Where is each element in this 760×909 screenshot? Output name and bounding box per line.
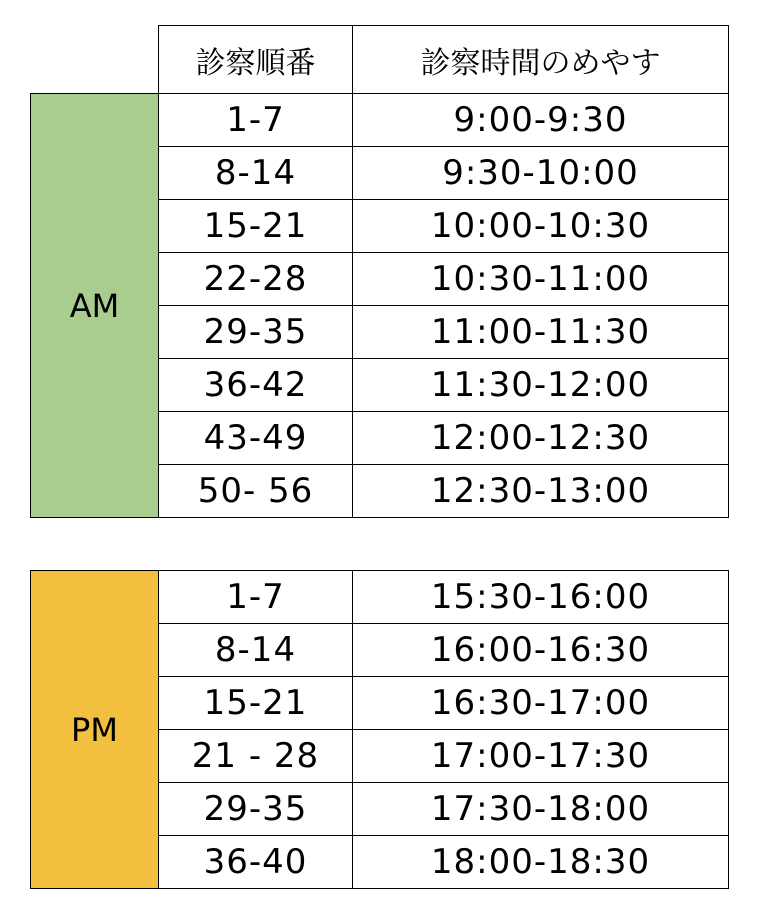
order-cell: 43-49 [159, 412, 353, 465]
order-cell: 22-28 [159, 253, 353, 306]
time-cell: 17:00-17:30 [353, 730, 729, 783]
header-order: 診察順番 [159, 26, 353, 94]
order-cell: 1-7 [159, 94, 353, 147]
header-row [31, 26, 729, 94]
order-cell: 29-35 [159, 306, 353, 359]
order-cell: 15-21 [159, 677, 353, 730]
am-schedule-table [30, 25, 729, 518]
order-cell: 36-40 [159, 836, 353, 889]
time-cell: 12:30-13:00 [353, 465, 729, 518]
order-cell: 8-14 [159, 147, 353, 200]
order-cell: 21 - 28 [159, 730, 353, 783]
am-period-label: AM [31, 94, 159, 518]
table-row [31, 94, 729, 147]
header-corner [31, 26, 159, 94]
table-row [31, 571, 729, 624]
time-cell: 9:30-10:00 [353, 147, 729, 200]
pm-period-label: PM [31, 571, 159, 889]
time-cell: 15:30-16:00 [353, 571, 729, 624]
time-cell: 10:00-10:30 [353, 200, 729, 253]
header-time: 診察時間のめやす [353, 26, 729, 94]
time-cell: 10:30-11:00 [353, 253, 729, 306]
time-cell: 11:00-11:30 [353, 306, 729, 359]
time-cell: 16:30-17:00 [353, 677, 729, 730]
order-cell: 36-42 [159, 359, 353, 412]
order-cell: 50- 56 [159, 465, 353, 518]
time-cell: 12:00-12:30 [353, 412, 729, 465]
order-cell: 1-7 [159, 571, 353, 624]
order-cell: 8-14 [159, 624, 353, 677]
time-cell: 18:00-18:30 [353, 836, 729, 889]
order-cell: 29-35 [159, 783, 353, 836]
time-cell: 16:00-16:30 [353, 624, 729, 677]
time-cell: 9:00-9:30 [353, 94, 729, 147]
time-cell: 17:30-18:00 [353, 783, 729, 836]
order-cell: 15-21 [159, 200, 353, 253]
pm-schedule-table [30, 570, 729, 889]
time-cell: 11:30-12:00 [353, 359, 729, 412]
